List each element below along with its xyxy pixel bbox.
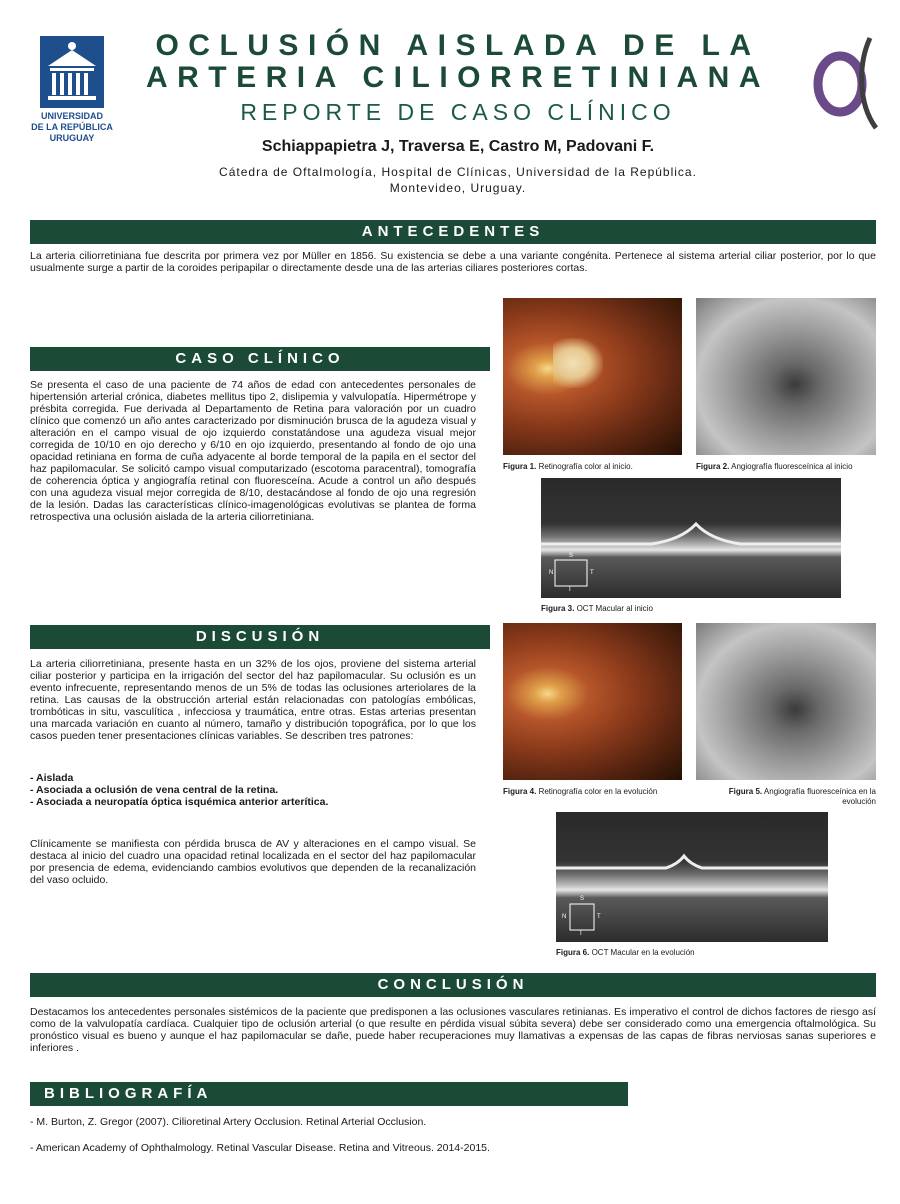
oct-label-i: I — [580, 931, 582, 937]
pattern-item: - Asociada a oclusión de vena central de la retina. — [30, 784, 279, 796]
affiliation-line1: Cátedra de Oftalmología, Hospital de Clínicas, Universidad de la República. — [219, 165, 697, 179]
affiliation — [118, 164, 798, 196]
figure-2-caption: Figura 2. Angiografía fluoresceínica al inicio — [696, 462, 853, 471]
caso-clinico-heading: CASO CLÍNICO — [30, 347, 490, 371]
university-logo — [40, 36, 104, 108]
logo-text-line2: DE LA REPÚBLICA — [31, 122, 113, 132]
conclusion-text: Destacamos los antecedentes personales sistémicos de la paciente que predisponen a las oclusiones vasculares retinianas. Es imperativo el control de dichos factores de riesgo así como de la valvulopatía cardíaca. Cualquier tipo de oclusión arterial (o que resulte en pérdida visual súbita severa) debe ser considerado como una emergencia oftalmológica. Su pronóstico visual es bueno y aunque el haz papilomacular se dañe, puede haber recuperaciones muy llamativas a expensas de las capas de fibras nerviosas sanas superiores e inferiores . — [30, 1006, 876, 1054]
oct-label-s: S — [580, 896, 585, 902]
oct-label-n: N — [562, 914, 567, 920]
discusion-text-2: Clínicamente se manifiesta con pérdida brusca de AV y alteraciones en el campo visual. Se destaca al inicio del cuadro una opacidad retinal localizada en el sector del haz papilomacular por presencia de edema, evidenciando cambios evolutivos que dependen de la recanalización del vaso ocluido. — [30, 838, 476, 886]
figure-6-caption: Figura 6. OCT Macular en la evolución — [556, 948, 695, 957]
figure-4-caption: Figura 4. Retinografía color en la evolución — [503, 787, 658, 796]
bibliografia-item: - American Academy of Ophthalmology. Retinal Vascular Disease. Retina and Vitreous. 2014-2015. — [30, 1142, 490, 1154]
discusion-pattern-list — [30, 772, 476, 808]
antecedentes-text: La arteria ciliorretiniana fue descrita por primera vez por Müller en 1856. Su existencia se debe a una variante congénita. Pertenece al sistema arterial ciliar posterior, por lo que usualmente surge a partir de la coroides peripapilar o directamente desde una de las arterias ciliares posteriores cortas. — [30, 250, 876, 274]
logo-text-line1: UNIVERSIDAD — [40, 111, 103, 121]
figure-4-image — [503, 623, 682, 780]
figure-1-caption: Figura 1. Retinografía color al inicio. — [503, 462, 633, 471]
figure-5-image — [696, 623, 876, 780]
caso-clinico-text: Se presenta el caso de una paciente de 74 años de edad con antecedentes personales de hipertensión arterial crónica, diabetes mellitus tipo 2, dislipemia y valvulopatía. Hipermétrope y présbita corregida. Fue derivada al Departamento de Retina para valoración por un cuadro clínico que comenzó un año antes caracterizado por disminución brusca de la agudeza visual y alteración en el campo visual de ojo izquierdo constatándose una agudeza visual mejor corregida de 10/10 en ojo derecho y 6/10 en ojo izquierdo, presentando al fondo de ojo una opacidad retiniana en forma de cuña adyacente al borde temporal de la papila en el sector del haz papilomacular. Se solicitó campo visual computarizado (escotoma paracentral), tomografía de coherencia óptica y angiografía retinal con fluoresceína. Acude a control un año después con una agudeza visual mejor corregida de 8/10, destacándose al fondo de ojo una regresión de la lesión. Dadas las características clínico-imagenológicas evolutivas se plantea de forma retrospectiva una oclusión aislada de la arteria ciliorretiniana. — [30, 379, 476, 523]
discusion-text: La arteria ciliorretiniana, presente hasta en un 32% de los ojos, proviene del sistema arterial ciliar posterior y participa en la irrigación del sector del haz papilomacular. Su oclusión es un evento infrecuente, representando menos de un 5% de todas las oclusiones arteriolares de la retina. Las causas de la obstrucción arterial están relacionadas con patologías embólicas, trombóticas in situ, vasculítica , infecciosa y traumática, entre otras. Estas arterias presentan una marcada variación en cuanto al número, tamaño y distribución topográfica, por lo que los casos pueden tener presentaciones clínicas variables. Se describen tres patrones: — [30, 658, 476, 742]
department-logo — [806, 34, 886, 130]
pattern-item: - Aislada — [30, 772, 74, 784]
figure-3-caption: Figura 3. OCT Macular al inicio — [541, 604, 653, 613]
oct-label-t: T — [597, 914, 601, 920]
authors: Schiappapietra J, Traversa E, Castro M, Padovani F. — [261, 138, 655, 155]
bibliografia-item: - M. Burton, Z. Gregor (2007). Cilioretinal Artery Occlusion. Retinal Arterial Occlusion. — [30, 1116, 427, 1128]
oct-label-t: T — [590, 570, 594, 576]
university-logo-text — [22, 111, 122, 144]
discusion-heading: DISCUSIÓN — [30, 625, 490, 649]
oct-label-s: S — [569, 553, 574, 559]
figure-3-image — [541, 478, 841, 598]
poster-subtitle: REPORTE DE CASO CLÍNICO — [240, 99, 676, 125]
bibliografia-heading: BIBLIOGRAFÍA — [30, 1082, 628, 1106]
oct-label-n: N — [549, 570, 554, 576]
affiliation-line2: Montevideo, Uruguay. — [389, 181, 527, 195]
antecedentes-heading: ANTECEDENTES — [30, 220, 876, 244]
figure-1-image — [503, 298, 682, 455]
poster-title-line2: ARTERIA CILIORRETINIANA — [145, 61, 771, 94]
retinal-lesion — [553, 338, 603, 388]
conclusion-heading: CONCLUSIÓN — [30, 973, 876, 997]
figure-2-image — [696, 298, 876, 455]
figure-5-caption: Figura 5. Angiografía fluoresceínica en la evolución — [728, 787, 876, 806]
figure-6-image — [556, 812, 828, 942]
logo-text-line3: URUGUAY — [49, 133, 95, 143]
poster-title-line1: OCLUSIÓN AISLADA DE LA — [155, 29, 761, 62]
pattern-item: - Asociada a neuropatía óptica isquémica anterior arterítica. — [30, 796, 329, 808]
oct-label-i: I — [569, 587, 571, 593]
